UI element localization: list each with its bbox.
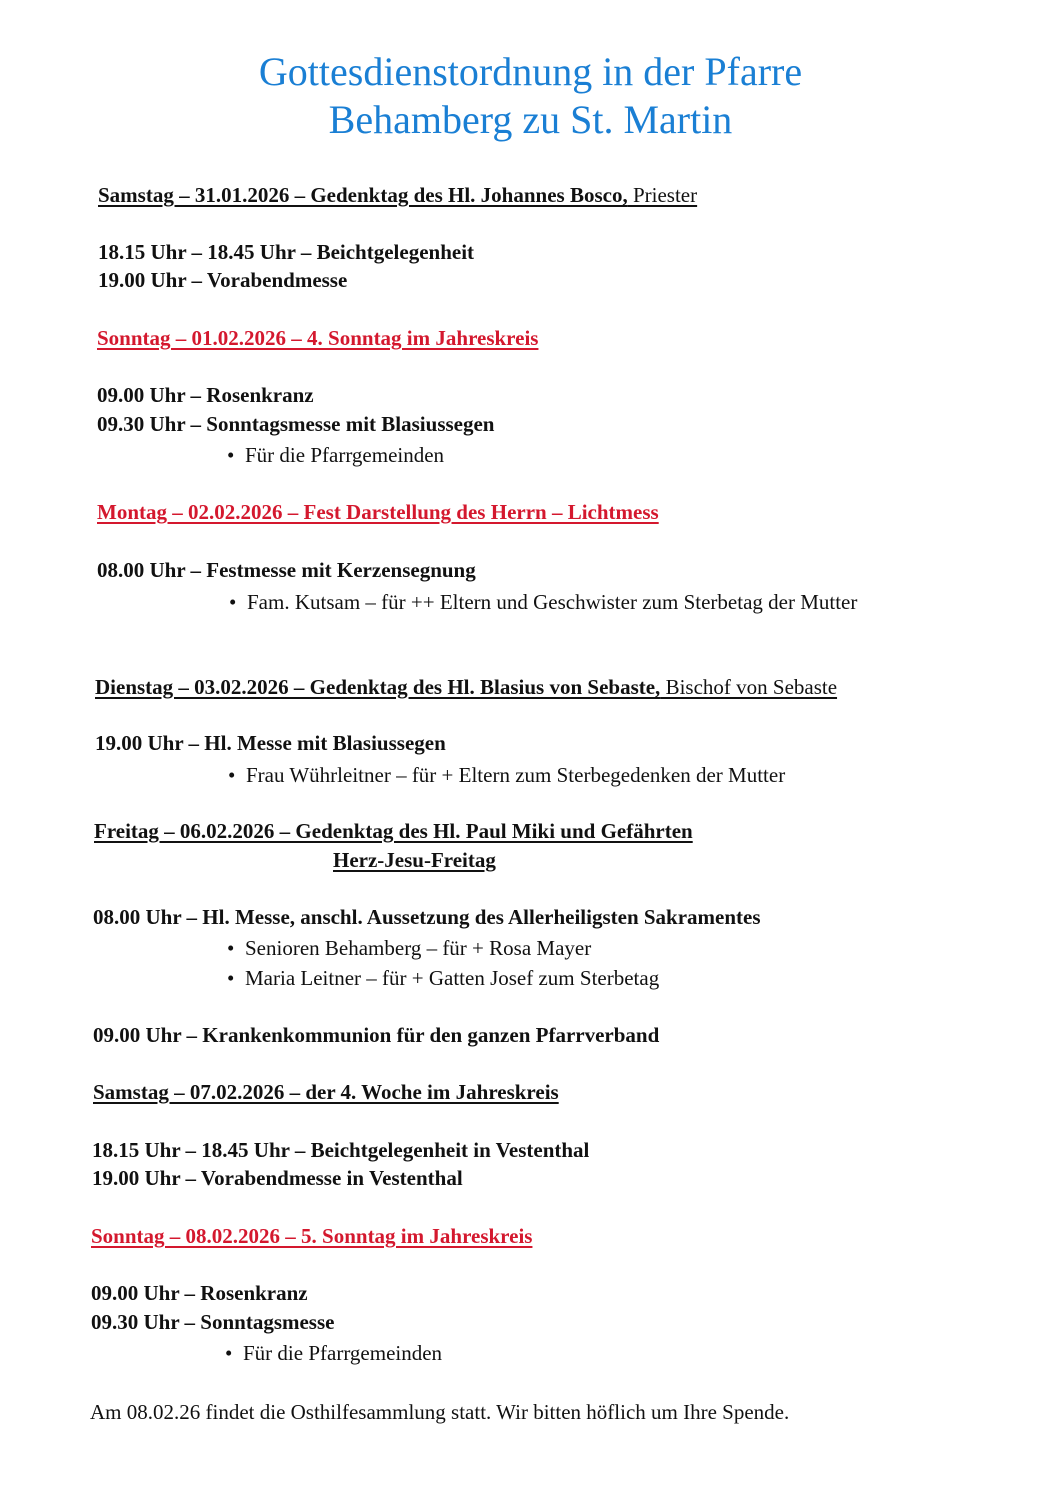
service-entry: 09.00 Uhr – Rosenkranz: [91, 1281, 308, 1305]
bullet-icon: •: [229, 590, 237, 614]
bullet-icon: •: [227, 966, 235, 990]
bullet-icon: •: [227, 936, 235, 960]
intention-item: • Für die Pfarrgemeinden: [227, 443, 445, 467]
service-entry: 09.30 Uhr – Sonntagsmesse mit Blasiussegen: [97, 412, 495, 436]
service-entry: 19.00 Uhr – Vorabendmesse: [98, 268, 348, 292]
day-header-sonntag-0802: Sonntag – 08.02.2026 – 5. Sonntag im Jahreskreis: [91, 1224, 533, 1248]
intention-item: • Für die Pfarrgemeinden: [225, 1341, 443, 1365]
title-line-1: Gottesdienstordnung in der Pfarre: [258, 49, 803, 94]
intention-item: • Maria Leitner – für + Gatten Josef zum Sterbetag: [227, 966, 660, 990]
service-entry: 09.00 Uhr – Rosenkranz: [97, 383, 314, 407]
title-line-2: Behamberg zu St. Martin: [328, 97, 733, 142]
bullet-icon: •: [225, 1341, 233, 1365]
service-entry: 08.00 Uhr – Festmesse mit Kerzensegnung: [97, 558, 476, 582]
intention-item: • Frau Wührleitner – für + Eltern zum Sterbegedenken der Mutter: [228, 763, 786, 787]
service-entry: 19.00 Uhr – Hl. Messe mit Blasiussegen: [95, 731, 446, 755]
bullet-icon: •: [227, 443, 235, 467]
day-header-montag-0202: Montag – 02.02.2026 – Fest Darstellung des Herrn – Lichtmess: [97, 500, 659, 524]
service-entry: 09.00 Uhr – Krankenkommunion für den ganzen Pfarrverband: [93, 1023, 660, 1047]
page-title: [0, 48, 1061, 144]
day-header-dienstag-0302: Dienstag – 03.02.2026 – Gedenktag des Hl. Blasius von Sebaste, Bischof von Sebaste: [95, 675, 838, 699]
service-entry: 19.00 Uhr – Vorabendmesse in Vestenthal: [92, 1166, 463, 1190]
intention-item: • Fam. Kutsam – für ++ Eltern und Geschwister zum Sterbetag der Mutter: [229, 590, 858, 614]
service-entry: 08.00 Uhr – Hl. Messe, anschl. Aussetzung des Allerheiligsten Sakramentes: [93, 905, 761, 929]
service-entry: 09.30 Uhr – Sonntagsmesse: [91, 1310, 335, 1334]
day-header-samstag-3101: Samstag – 31.01.2026 – Gedenktag des Hl. Johannes Bosco, Priester: [98, 183, 698, 207]
day-header-freitag-subtitle: Herz-Jesu-Freitag: [333, 848, 496, 872]
day-header-sonntag-0102: Sonntag – 01.02.2026 – 4. Sonntag im Jahreskreis: [97, 326, 539, 350]
day-header-samstag-0702: Samstag – 07.02.2026 – der 4. Woche im Jahreskreis: [93, 1080, 559, 1104]
service-entry: 18.15 Uhr – 18.45 Uhr – Beichtgelegenheit: [98, 240, 475, 264]
footer-note: Am 08.02.26 findet die Osthilfesammlung statt. Wir bitten höflich um Ihre Spende.: [90, 1400, 790, 1424]
bullet-icon: •: [228, 763, 236, 787]
intention-item: • Senioren Behamberg – für + Rosa Mayer: [227, 936, 592, 960]
service-entry: 18.15 Uhr – 18.45 Uhr – Beichtgelegenheit in Vestenthal: [92, 1138, 590, 1162]
day-header-freitag-0602: Freitag – 06.02.2026 – Gedenktag des Hl. Paul Miki und Gefährten: [94, 819, 693, 843]
